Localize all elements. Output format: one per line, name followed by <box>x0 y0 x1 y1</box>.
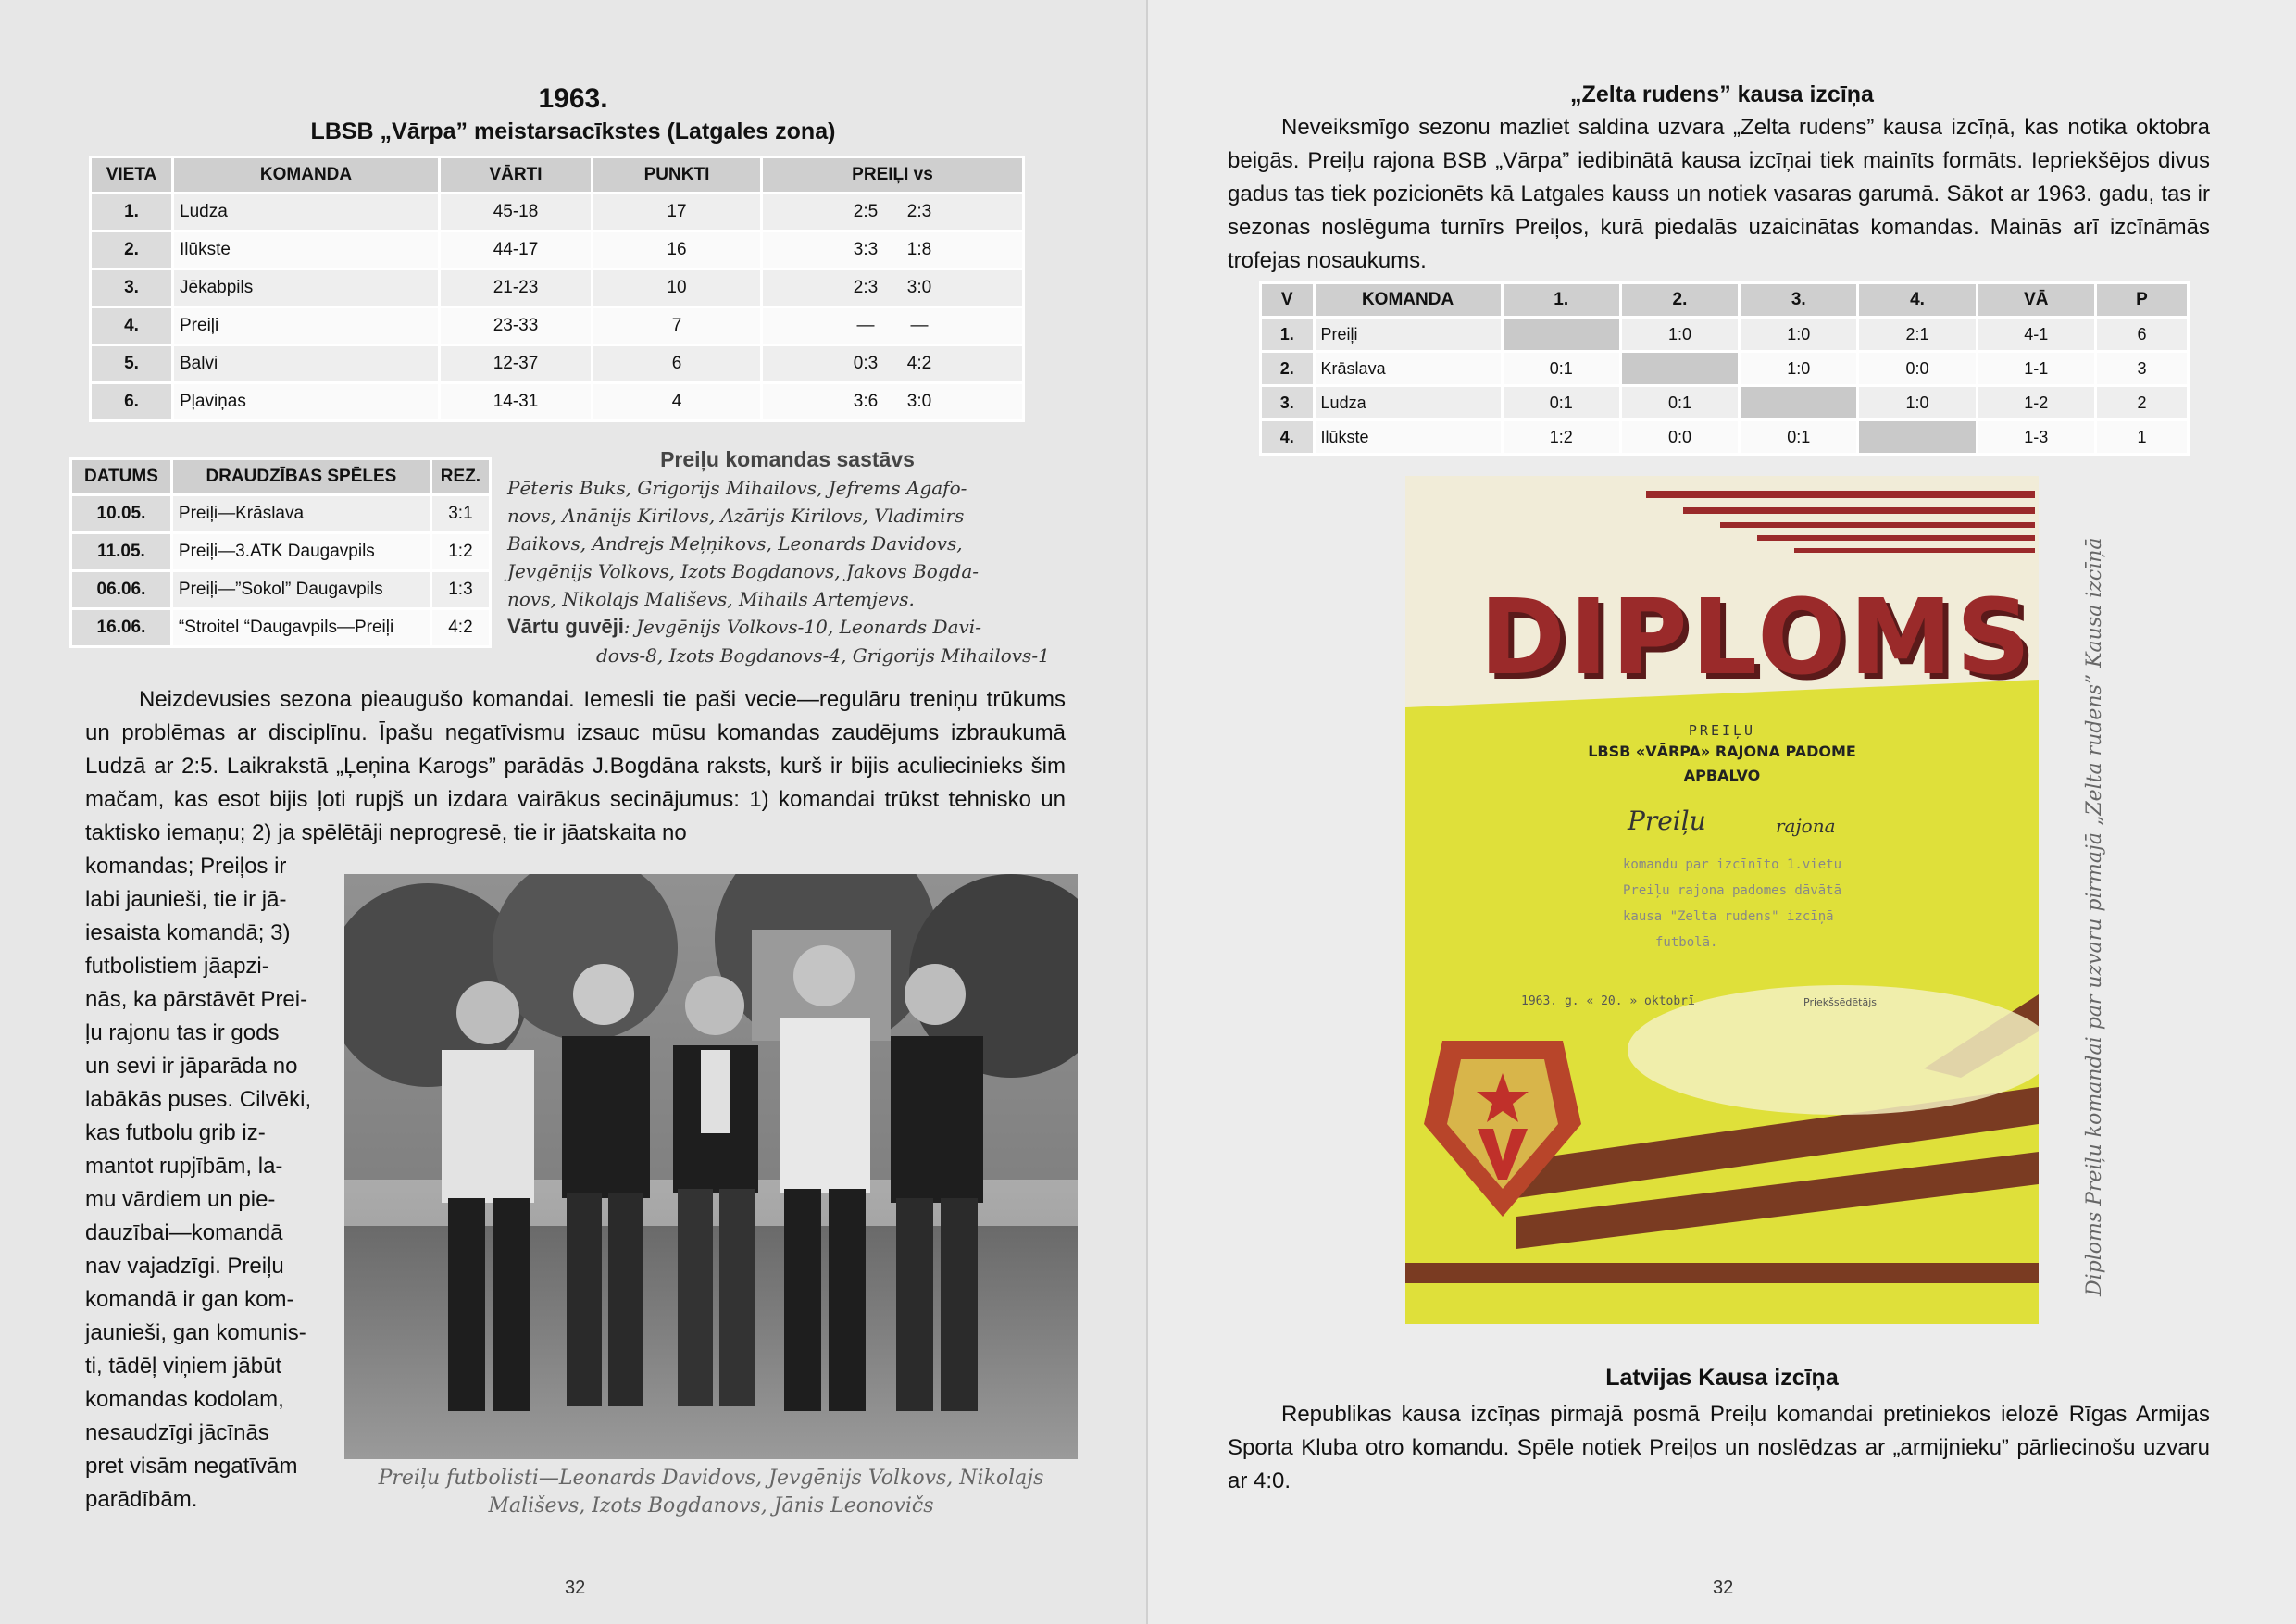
standings-team: Pļaviņas <box>174 384 438 419</box>
standings-row <box>92 384 1022 419</box>
cup-header-team: KOMANDA <box>1316 284 1501 316</box>
standings-vs <box>763 384 1022 419</box>
standings-row <box>92 270 1022 306</box>
squad-title: Preiļu komandas sastāvs <box>660 447 915 471</box>
cup-row <box>1262 421 2187 453</box>
cup-result <box>1741 387 1856 418</box>
diploma-handwritten-2: rajona <box>1776 815 1836 837</box>
cup-header-points: P <box>2097 284 2187 316</box>
standings-team: Ludza <box>174 194 438 230</box>
cup-header-goals: VĀ <box>1978 284 2094 316</box>
standings-header-points: PUNKTI <box>593 158 760 192</box>
diploma-typed-2: Preiļu rajona padomes dāvātā <box>1623 883 1842 898</box>
photo-caption-line-1: Preiļu futbolisti—Leonards Davidovs, Jevgēnijs Volkovs, Nikolajs <box>378 1467 1044 1490</box>
friendly-row <box>72 534 489 569</box>
cup-team: Ludza <box>1316 387 1501 418</box>
standings-header-row <box>92 158 1022 192</box>
friendly-row <box>72 610 489 645</box>
standings-vs <box>763 194 1022 230</box>
year-heading: 1963. <box>538 83 608 114</box>
narrow-line: mu vārdiem un pie- <box>85 1187 276 1212</box>
standings-vs <box>763 270 1022 306</box>
narrow-line: mantot rupjībām, la- <box>85 1154 283 1179</box>
standings-header-place: VIETA <box>92 158 171 192</box>
friendly-match: Preiļi—3.ATK Daugavpils <box>173 534 430 569</box>
standings-vs <box>763 232 1022 268</box>
friendly-date: 16.06. <box>72 610 170 645</box>
scorers-line-2: dovs-8, Izots Bogdanovs-4, Grigorijs Mihailovs-1 <box>596 644 1050 667</box>
cup-result: 0:1 <box>1504 353 1619 384</box>
narrow-line: pret visām negatīvām <box>85 1454 298 1479</box>
cup-goals: 1-3 <box>1978 421 2094 453</box>
squad-list <box>507 474 1067 613</box>
narrow-line: parādībām. <box>85 1487 198 1512</box>
diploma-line-2: LBSB «VĀRPA» RAJONA PADOME <box>1588 743 1856 760</box>
cup-place: 4. <box>1262 421 1313 453</box>
friendly-result: 4:2 <box>432 610 489 645</box>
cup-result: 1:0 <box>1741 319 1856 350</box>
team-photo <box>344 874 1078 1459</box>
standings-vs-2: 1:8 <box>906 240 932 259</box>
standings-points: 6 <box>593 346 760 381</box>
standings-points: 4 <box>593 384 760 419</box>
friendly-result: 3:1 <box>432 496 489 531</box>
narrow-line: komandas kodolam, <box>85 1387 284 1412</box>
standings-vs <box>763 346 1022 381</box>
friendly-date: 11.05. <box>72 534 170 569</box>
standings-vs-1: 3:3 <box>853 240 879 259</box>
cup-result <box>1859 421 1975 453</box>
diploma-handwritten-1: Preiļu <box>1628 806 1706 836</box>
diploma-line-1: PREIĻU <box>1688 722 1756 739</box>
standings-header-vs: PREIĻI vs <box>763 158 1022 192</box>
diploma-side-caption: Diploms Preiļu komandai par uzvaru pirmajā „Zelta rudens” Kausa izcīņā <box>2083 537 2106 1296</box>
standings-header-team: KOMANDA <box>174 158 438 192</box>
narrow-line: dauzībai—komandā <box>85 1220 283 1245</box>
standings-goals: 21-23 <box>441 270 591 306</box>
cup-team: Preiļi <box>1316 319 1501 350</box>
diploma-line-3: APBALVO <box>1683 767 1761 784</box>
standings-header-goals: VĀRTI <box>441 158 591 192</box>
cup-result: 1:2 <box>1504 421 1619 453</box>
cup-title: „Zelta rudens” kausa izcīņa <box>1570 81 1874 107</box>
standings-goals: 14-31 <box>441 384 591 419</box>
narrow-line: iesaista komandā; 3) <box>85 920 291 945</box>
cup-row <box>1262 319 2187 350</box>
cup-goals: 1-2 <box>1978 387 2094 418</box>
cup-goals: 1-1 <box>1978 353 2094 384</box>
standings-vs-2: 4:2 <box>906 354 932 373</box>
standings-vs <box>763 308 1022 344</box>
narrow-line: futbolistiem jāapzi- <box>85 954 269 979</box>
cup-result <box>1504 319 1619 350</box>
cup-header-row <box>1262 284 2187 316</box>
scorers-line-1: : Jevgēnijs Volkovs-10, Leonards Davi- <box>623 616 981 638</box>
friendlies-header-date: DATUMS <box>72 460 170 493</box>
standings-vs-2: — <box>910 316 929 335</box>
cup-row <box>1262 387 2187 418</box>
standings-goals: 12-37 <box>441 346 591 381</box>
standings-vs-1: 2:3 <box>853 278 879 297</box>
narrow-line: jaunieši, gan komunis- <box>85 1320 306 1345</box>
standings-place: 3. <box>92 270 171 306</box>
latvian-cup-paragraph: Republikas kausa izcīņas pirmajā posmā Preiļu komandai pretiniekos ielozē Rīgas Armijas Sporta Kluba otro komandu. Spēle notiek Preiļos un noslēdzas ar „armijnieku” pārliecinošu uzvaru ar 4:0. <box>1228 1402 2210 1493</box>
cup-table <box>1259 281 2190 456</box>
page-number-left: 32 <box>565 1578 586 1598</box>
standings-place: 1. <box>92 194 171 230</box>
standings-place: 4. <box>92 308 171 344</box>
standings-row <box>92 346 1022 381</box>
diploma-typed-3: kausa "Zelta rudens" izcīņā <box>1623 909 1834 924</box>
diploma-date: 1963. g. « 20. » oktobrī <box>1521 994 1695 1008</box>
narrow-line: labi jaunieši, tie ir jā- <box>85 887 287 912</box>
cup-team: Ilūkste <box>1316 421 1501 453</box>
narrow-line: labākās puses. Cilvēki, <box>85 1087 312 1112</box>
cup-header-4: 4. <box>1859 284 1975 316</box>
squad-line: Baikovs, Andrejs Meļņikovs, Leonards Davidovs, <box>507 532 963 555</box>
narrow-line: ļu rajonu tas ir gods <box>85 1020 280 1045</box>
friendly-result: 1:3 <box>432 572 489 607</box>
standings-table <box>89 156 1025 422</box>
team-photo-drawing <box>344 874 1078 1459</box>
friendlies-header-result: REZ. <box>432 460 489 493</box>
standings-team: Balvi <box>174 346 438 381</box>
standings-vs-1: 3:6 <box>853 392 879 411</box>
scorers-label: Vārtu guvēji <box>507 615 624 638</box>
narrow-line: ti, tādēļ viņiem jābūt <box>85 1354 282 1379</box>
cup-points: 3 <box>2097 353 2187 384</box>
photo-caption-line-2: Mališevs, Izots Bogdanovs, Jānis Leonovičs <box>488 1494 934 1518</box>
cup-points: 2 <box>2097 387 2187 418</box>
squad-line: Jevgēnijs Volkovs, Izots Bogdanovs, Jakovs Bogda- <box>507 560 980 582</box>
friendly-match: Preiļi—Krāslava <box>173 496 430 531</box>
cup-result <box>1622 353 1738 384</box>
championship-title: LBSB „Vārpa” meistarsacīkstes (Latgales zona) <box>310 119 836 144</box>
standings-vs-1: — <box>856 316 875 335</box>
friendly-row <box>72 572 489 607</box>
friendly-result: 1:2 <box>432 534 489 569</box>
diploma-image <box>1405 476 2039 1324</box>
friendly-date: 06.06. <box>72 572 170 607</box>
cup-points: 1 <box>2097 421 2187 453</box>
latvian-cup-title: Latvijas Kausa izcīņa <box>1605 1365 1839 1391</box>
right-page <box>1148 0 2296 1624</box>
cup-result: 0:0 <box>1622 421 1738 453</box>
cup-place: 2. <box>1262 353 1313 384</box>
cup-result: 0:1 <box>1741 421 1856 453</box>
cup-team: Krāslava <box>1316 353 1501 384</box>
diploma-signature-label: Priekšsēdētājs <box>1803 996 1877 1008</box>
standings-row <box>92 308 1022 344</box>
cup-result: 1:0 <box>1859 387 1975 418</box>
narrow-line: un sevi ir jāparāda no <box>85 1054 298 1079</box>
narrow-line: nav vajadzīgi. Preiļu <box>85 1254 284 1279</box>
standings-vs-2: 3:0 <box>906 392 932 411</box>
standings-points: 16 <box>593 232 760 268</box>
cup-header-2: 2. <box>1622 284 1738 316</box>
cup-header-3: 3. <box>1741 284 1856 316</box>
scorers <box>507 613 1067 669</box>
standings-team: Ilūkste <box>174 232 438 268</box>
standings-team: Preiļi <box>174 308 438 344</box>
diploma-typed-4: futbolā. <box>1655 935 1718 950</box>
standings-place: 5. <box>92 346 171 381</box>
standings-points: 17 <box>593 194 760 230</box>
friendlies-table <box>69 457 492 648</box>
cup-place: 3. <box>1262 387 1313 418</box>
cup-row <box>1262 353 2187 384</box>
squad-line: novs, Anānijs Kirilovs, Azārijs Kirilovs, Vladimirs <box>507 505 965 527</box>
squad-block <box>507 444 1067 669</box>
standings-goals: 23-33 <box>441 308 591 344</box>
cup-goals: 4-1 <box>1978 319 2094 350</box>
standings-place: 2. <box>92 232 171 268</box>
friendlies-header-row <box>72 460 489 493</box>
standings-place: 6. <box>92 384 171 419</box>
standings-goals: 44-17 <box>441 232 591 268</box>
cup-result: 1:0 <box>1622 319 1738 350</box>
standings-vs-2: 2:3 <box>906 202 932 221</box>
cup-paragraph: Neveiksmīgo sezonu mazliet saldina uzvara „Zelta rudens” kausa izcīņā, kas notika oktobra beigās. Preiļu rajona BSB „Vārpa” iedibinātā kausa izcīņai tiek mainīts formāts. Iepriekšējos divus gadus tas tiek pozicionēts kā Latgales kauss un notiek vasaras garumā. Sākot ar 1963. gadu, tas ir sezonas noslēguma turnīrs Preiļos, kurā piedalās uzaicinātas komandas. Mainās arī izcīnāmās trofejas nosaukums. <box>1228 115 2210 273</box>
standings-points: 7 <box>593 308 760 344</box>
standings-goals: 45-18 <box>441 194 591 230</box>
squad-line: novs, Nikolajs Mališevs, Mihails Artemjevs. <box>507 588 915 610</box>
narrow-paragraph <box>85 850 331 1517</box>
friendly-match: “Stroitel “Daugavpils—Preiļi <box>173 610 430 645</box>
cup-header-place: V <box>1262 284 1313 316</box>
standings-team: Jēkabpils <box>174 270 438 306</box>
diploma-title: DIPLOMS <box>1479 578 2035 698</box>
standings-vs-2: 3:0 <box>906 278 932 297</box>
cup-place: 1. <box>1262 319 1313 350</box>
standings-vs-1: 2:5 <box>853 202 879 221</box>
cup-result: 1:0 <box>1741 353 1856 384</box>
body-paragraph: Neizdevusies sezona pieaugušo komandai. Iemesli tie paši vecie—regulāru treniņu trūkums un problēmas ar disciplīnu. Īpašu negatīvismu izsauc mūsu komandas zaudējums izbraukumā Ludzā ar 2:5. Laikrakstā „Ļeņina Karogs” parādās J.Bogdāna raksts, kurš ir bijis aculiecinieks šim mačam, kas esot bijis ļoti rupjš un izdara vairākus secinājumus: 1) komandai trūkst tehnisko un taktisko iemaņu; 2) ja spēlētāji neprogresē, tie ir jāatskaita no <box>85 687 1066 845</box>
friendly-row <box>72 496 489 531</box>
cup-header-1: 1. <box>1504 284 1619 316</box>
narrow-line: nās, ka pārstāvēt Prei- <box>85 987 308 1012</box>
friendly-date: 10.05. <box>72 496 170 531</box>
narrow-line: nesaudzīgi jācīnās <box>85 1420 269 1445</box>
narrow-line: komandā ir gan kom- <box>85 1287 294 1312</box>
left-page <box>0 0 1146 1624</box>
cup-result: 0:0 <box>1859 353 1975 384</box>
standings-points: 10 <box>593 270 760 306</box>
cup-result: 0:1 <box>1504 387 1619 418</box>
narrow-line: komandas; Preiļos ir <box>85 854 287 879</box>
friendlies-header-match: DRAUDZĪBAS SPĒLES <box>173 460 430 493</box>
friendly-match: Preiļi—”Sokol” Daugavpils <box>173 572 430 607</box>
cup-points: 6 <box>2097 319 2187 350</box>
cup-result: 2:1 <box>1859 319 1975 350</box>
cup-result: 0:1 <box>1622 387 1738 418</box>
standings-row <box>92 232 1022 268</box>
page-number-right: 32 <box>1713 1578 1734 1598</box>
squad-line: Pēteris Buks, Grigorijs Mihailovs, Jefrems Agafo- <box>507 477 967 499</box>
standings-vs-1: 0:3 <box>853 354 879 373</box>
narrow-line: kas futbolu grib iz- <box>85 1120 266 1145</box>
diploma-typed-1: komandu par izcīnīto 1.vietu <box>1623 857 1842 872</box>
standings-row <box>92 194 1022 230</box>
photo-caption <box>344 1465 1078 1520</box>
